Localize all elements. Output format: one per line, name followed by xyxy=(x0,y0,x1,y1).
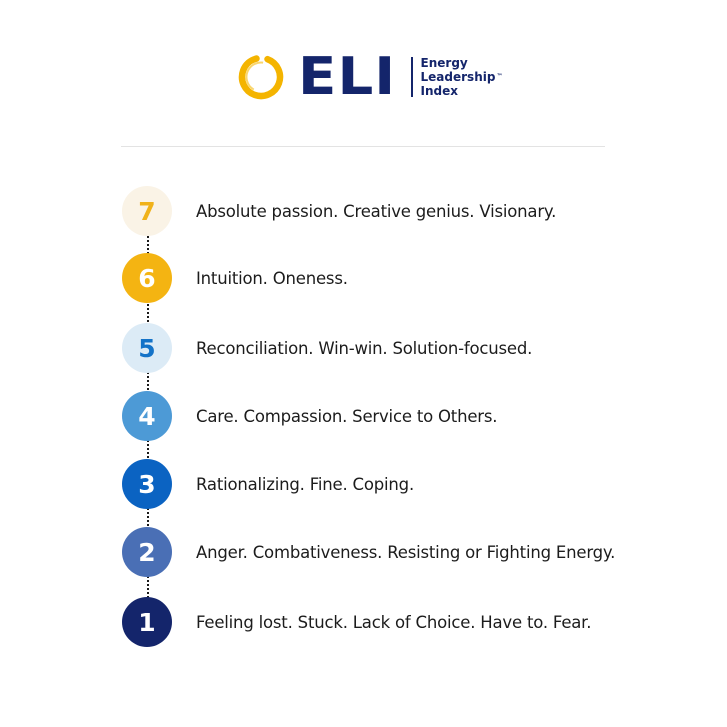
level-row-7 xyxy=(122,186,556,236)
level-description-1: Feeling lost. Stuck. Lack of Choice. Have to. Fear. xyxy=(196,612,592,632)
level-badge-5: 5 xyxy=(122,323,172,373)
header-divider xyxy=(121,146,605,147)
level-row-2 xyxy=(122,527,615,577)
level-badge-6: 6 xyxy=(122,253,172,303)
eli-logo xyxy=(236,47,503,107)
level-description-3: Rationalizing. Fine. Coping. xyxy=(196,474,414,494)
level-row-1 xyxy=(122,597,591,647)
level-badge-1: 1 xyxy=(122,597,172,647)
level-row-5 xyxy=(122,323,532,373)
logo-subtitle-line-2: Leadership™ xyxy=(420,70,503,84)
ring-logo-icon xyxy=(236,52,286,102)
logo-subtitle xyxy=(421,56,503,98)
level-badge-2: 2 xyxy=(122,527,172,577)
level-badge-7: 7 xyxy=(122,186,172,236)
level-badge-4: 4 xyxy=(122,391,172,441)
level-description-6: Intuition. Oneness. xyxy=(196,268,348,288)
level-row-3 xyxy=(122,459,414,509)
level-row-4 xyxy=(122,391,497,441)
trademark-mark: ™ xyxy=(496,73,503,80)
level-row-6 xyxy=(122,253,348,303)
level-description-5: Reconciliation. Win-win. Solution-focused. xyxy=(196,338,533,358)
level-description-7: Absolute passion. Creative genius. Visionary. xyxy=(196,201,557,221)
logo-wordmark: ELI xyxy=(298,47,397,107)
logo-subtitle-line-1: Energy xyxy=(420,56,468,70)
logo-separator xyxy=(411,57,413,97)
level-badge-3: 3 xyxy=(122,459,172,509)
logo-subtitle-line-3: Index xyxy=(420,84,458,98)
level-description-4: Care. Compassion. Service to Others. xyxy=(196,406,498,426)
level-description-2: Anger. Combativeness. Resisting or Fighting Energy. xyxy=(196,542,616,562)
